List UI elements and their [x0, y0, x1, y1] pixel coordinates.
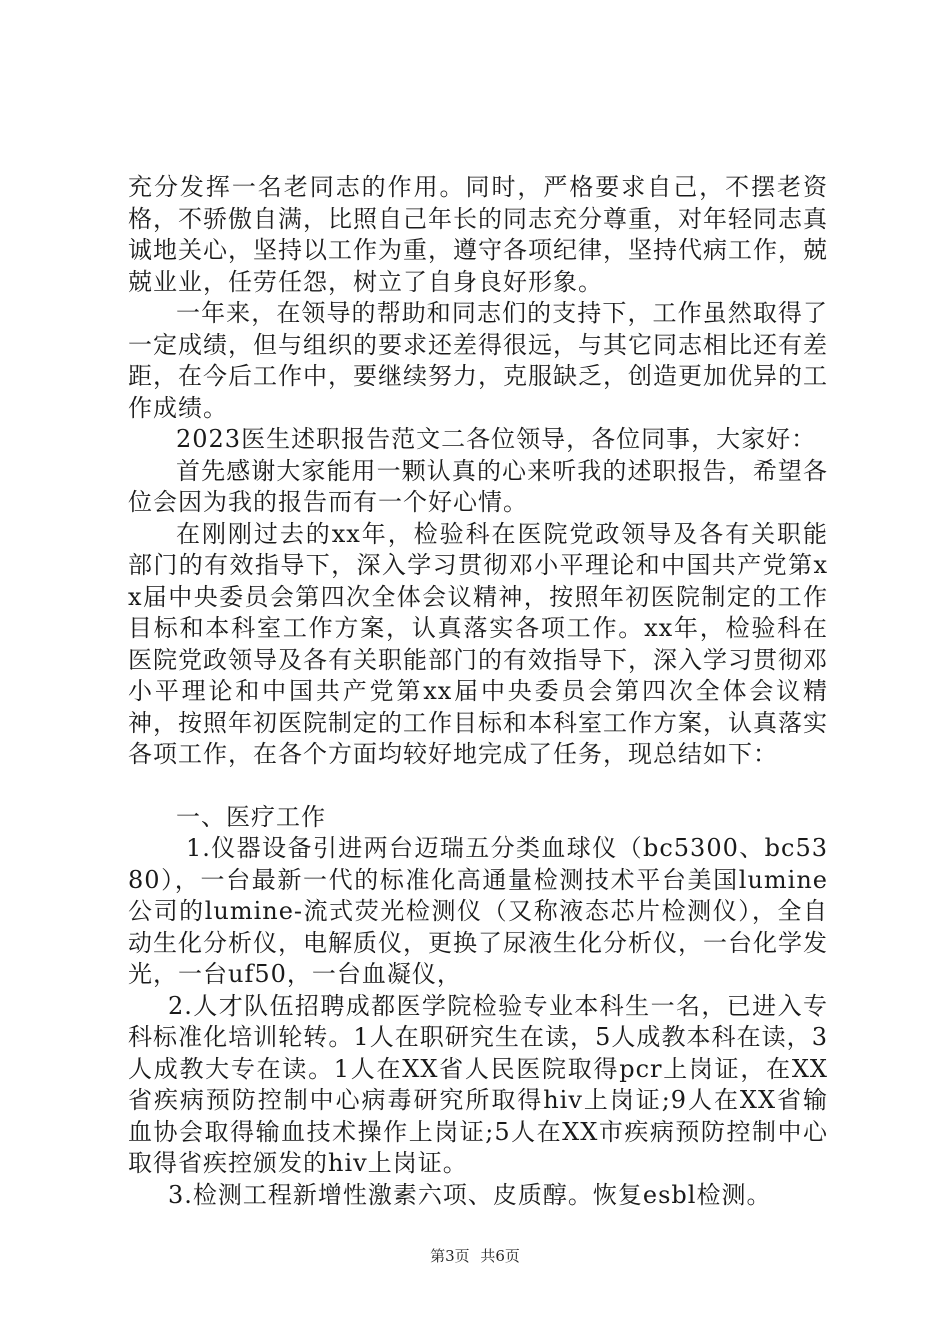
document-body: [128, 172, 828, 1211]
page-footer: [0, 1245, 950, 1266]
paragraph: 首先感谢大家能用一颗认真的心来听我的述职报告，希望各位会因为我的报告而有一个好心情。: [128, 456, 828, 516]
paragraph: 2023医生述职报告范文二各位领导，各位同事，大家好：: [176, 425, 817, 453]
paragraph: 1.仪器设备引进两台迈瑞五分类血球仪（bc5300、bc5380），一台最新一代的标准化高通量检测技术平台美国lumine公司的lumine-流式荧光检测仪（又称液态芯片检测仪），全自动生化分析仪，电解质仪，更换了尿液生化分析仪，一台化学发光，一台uf50，一台血凝仪，: [128, 834, 828, 988]
paragraph: 3.检测工程新增性激素六项、皮质醇。恢复esbl检测。: [168, 1180, 772, 1209]
paragraph: 2.人才队伍招聘成都医学院检验专业本科生一名，已进入专科标准化培训轮转。1人在职研究生在读，5人成教本科在读，3人成教大专在读。1人在XX省人民医院取得pcr上岗证，在XX省疾病预防控制中心病毒研究所取得hiv上岗证;9人在XX省输血协会取得输血技术操作上岗证;5人在XX市疾病预防控制中心取得省疾控颁发的hiv上岗证。: [128, 991, 828, 1177]
paragraph: 在刚刚过去的xx年，检验科在医院党政领导及各有关职能部门的有效指导下，深入学习贯彻邓小平理论和中国共产党第xx届中央委员会第四次全体会议精神，按照年初医院制定的工作目标和本科室工作方案，认真落实各项工作。xx年，检验科在医院党政领导及各有关职能部门的有效指导下，深入学习贯彻邓小平理论和中国共产党第xx届中央委员会第四次全体会议精神，按照年初医院制定的工作目标和本科室工作方案，认真落实各项工作，在各个方面均较好地完成了任务，现总结如下：: [128, 519, 828, 768]
page-total: 共6页: [480, 1247, 520, 1265]
paragraph: 一年来，在领导的帮助和同志们的支持下，工作虽然取得了一定成绩，但与组织的要求还差得很远，与其它同志相比还有差距，在今后工作中，要继续努力，克服缺乏，创造更加优异的工作成绩。: [128, 299, 828, 422]
paragraph: 充分发挥一名老同志的作用。同时，严格要求自己，不摆老资格，不骄傲自满，比照自己年长的同志充分尊重，对年轻同志真诚地关心，坚持以工作为重，遵守各项纪律，坚持代病工作，兢兢业业，任劳任怨，树立了自身良好形象。: [128, 173, 828, 296]
page-number: 第3页: [430, 1247, 470, 1265]
section-heading: 一、医疗工作: [176, 802, 326, 831]
